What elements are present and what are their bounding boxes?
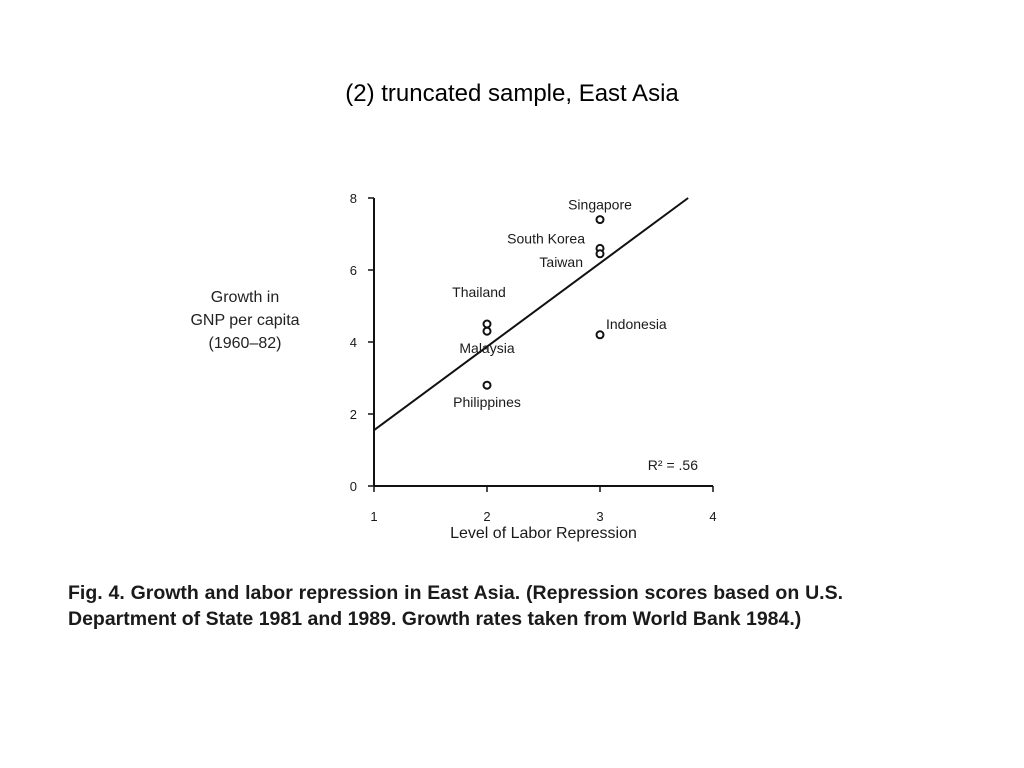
x-tick-label: 4 xyxy=(709,509,717,524)
y-tick-label: 2 xyxy=(349,407,357,422)
data-point-label: Thailand xyxy=(452,284,506,300)
y-axis-label xyxy=(170,286,320,355)
data-point xyxy=(597,216,604,223)
data-point-label: Philippines xyxy=(453,394,521,411)
y-tick-label: 0 xyxy=(349,479,357,494)
y-axis-label-line: (1960–82) xyxy=(208,335,282,352)
y-tick-label: 4 xyxy=(349,335,357,350)
data-point xyxy=(484,328,491,335)
y-tick-label: 6 xyxy=(349,263,357,278)
x-tick-label: 3 xyxy=(596,509,604,524)
data-point-label: South Korea xyxy=(507,230,585,247)
x-axis-label: Level of Labor Repression xyxy=(450,525,637,542)
data-point-label: Indonesia xyxy=(606,315,667,332)
data-point-label: Taiwan xyxy=(539,253,583,270)
data-point xyxy=(484,382,491,389)
y-axis-label-line: Growth in xyxy=(210,289,280,306)
data-point-label: Malaysia xyxy=(459,340,515,357)
figure-caption: Fig. 4. Growth and labor repression in East Asia. (Repression scores based on U.S. Department of State 1981 and 1989. Growth rates taken from World Bank 1984.) xyxy=(68,582,843,630)
y-tick-label: 8 xyxy=(349,191,357,206)
data-point xyxy=(484,321,491,328)
y-axis-label-line: GNP per capita xyxy=(190,312,300,329)
data-point xyxy=(597,250,604,257)
x-tick-label: 2 xyxy=(483,509,491,524)
data-point-label: Singapore xyxy=(568,196,632,213)
x-tick-label: 1 xyxy=(370,509,378,524)
slide-title: (2) truncated sample, East Asia xyxy=(345,80,679,107)
r-squared-annotation: R² = .56 xyxy=(647,457,698,473)
data-point xyxy=(597,331,604,338)
